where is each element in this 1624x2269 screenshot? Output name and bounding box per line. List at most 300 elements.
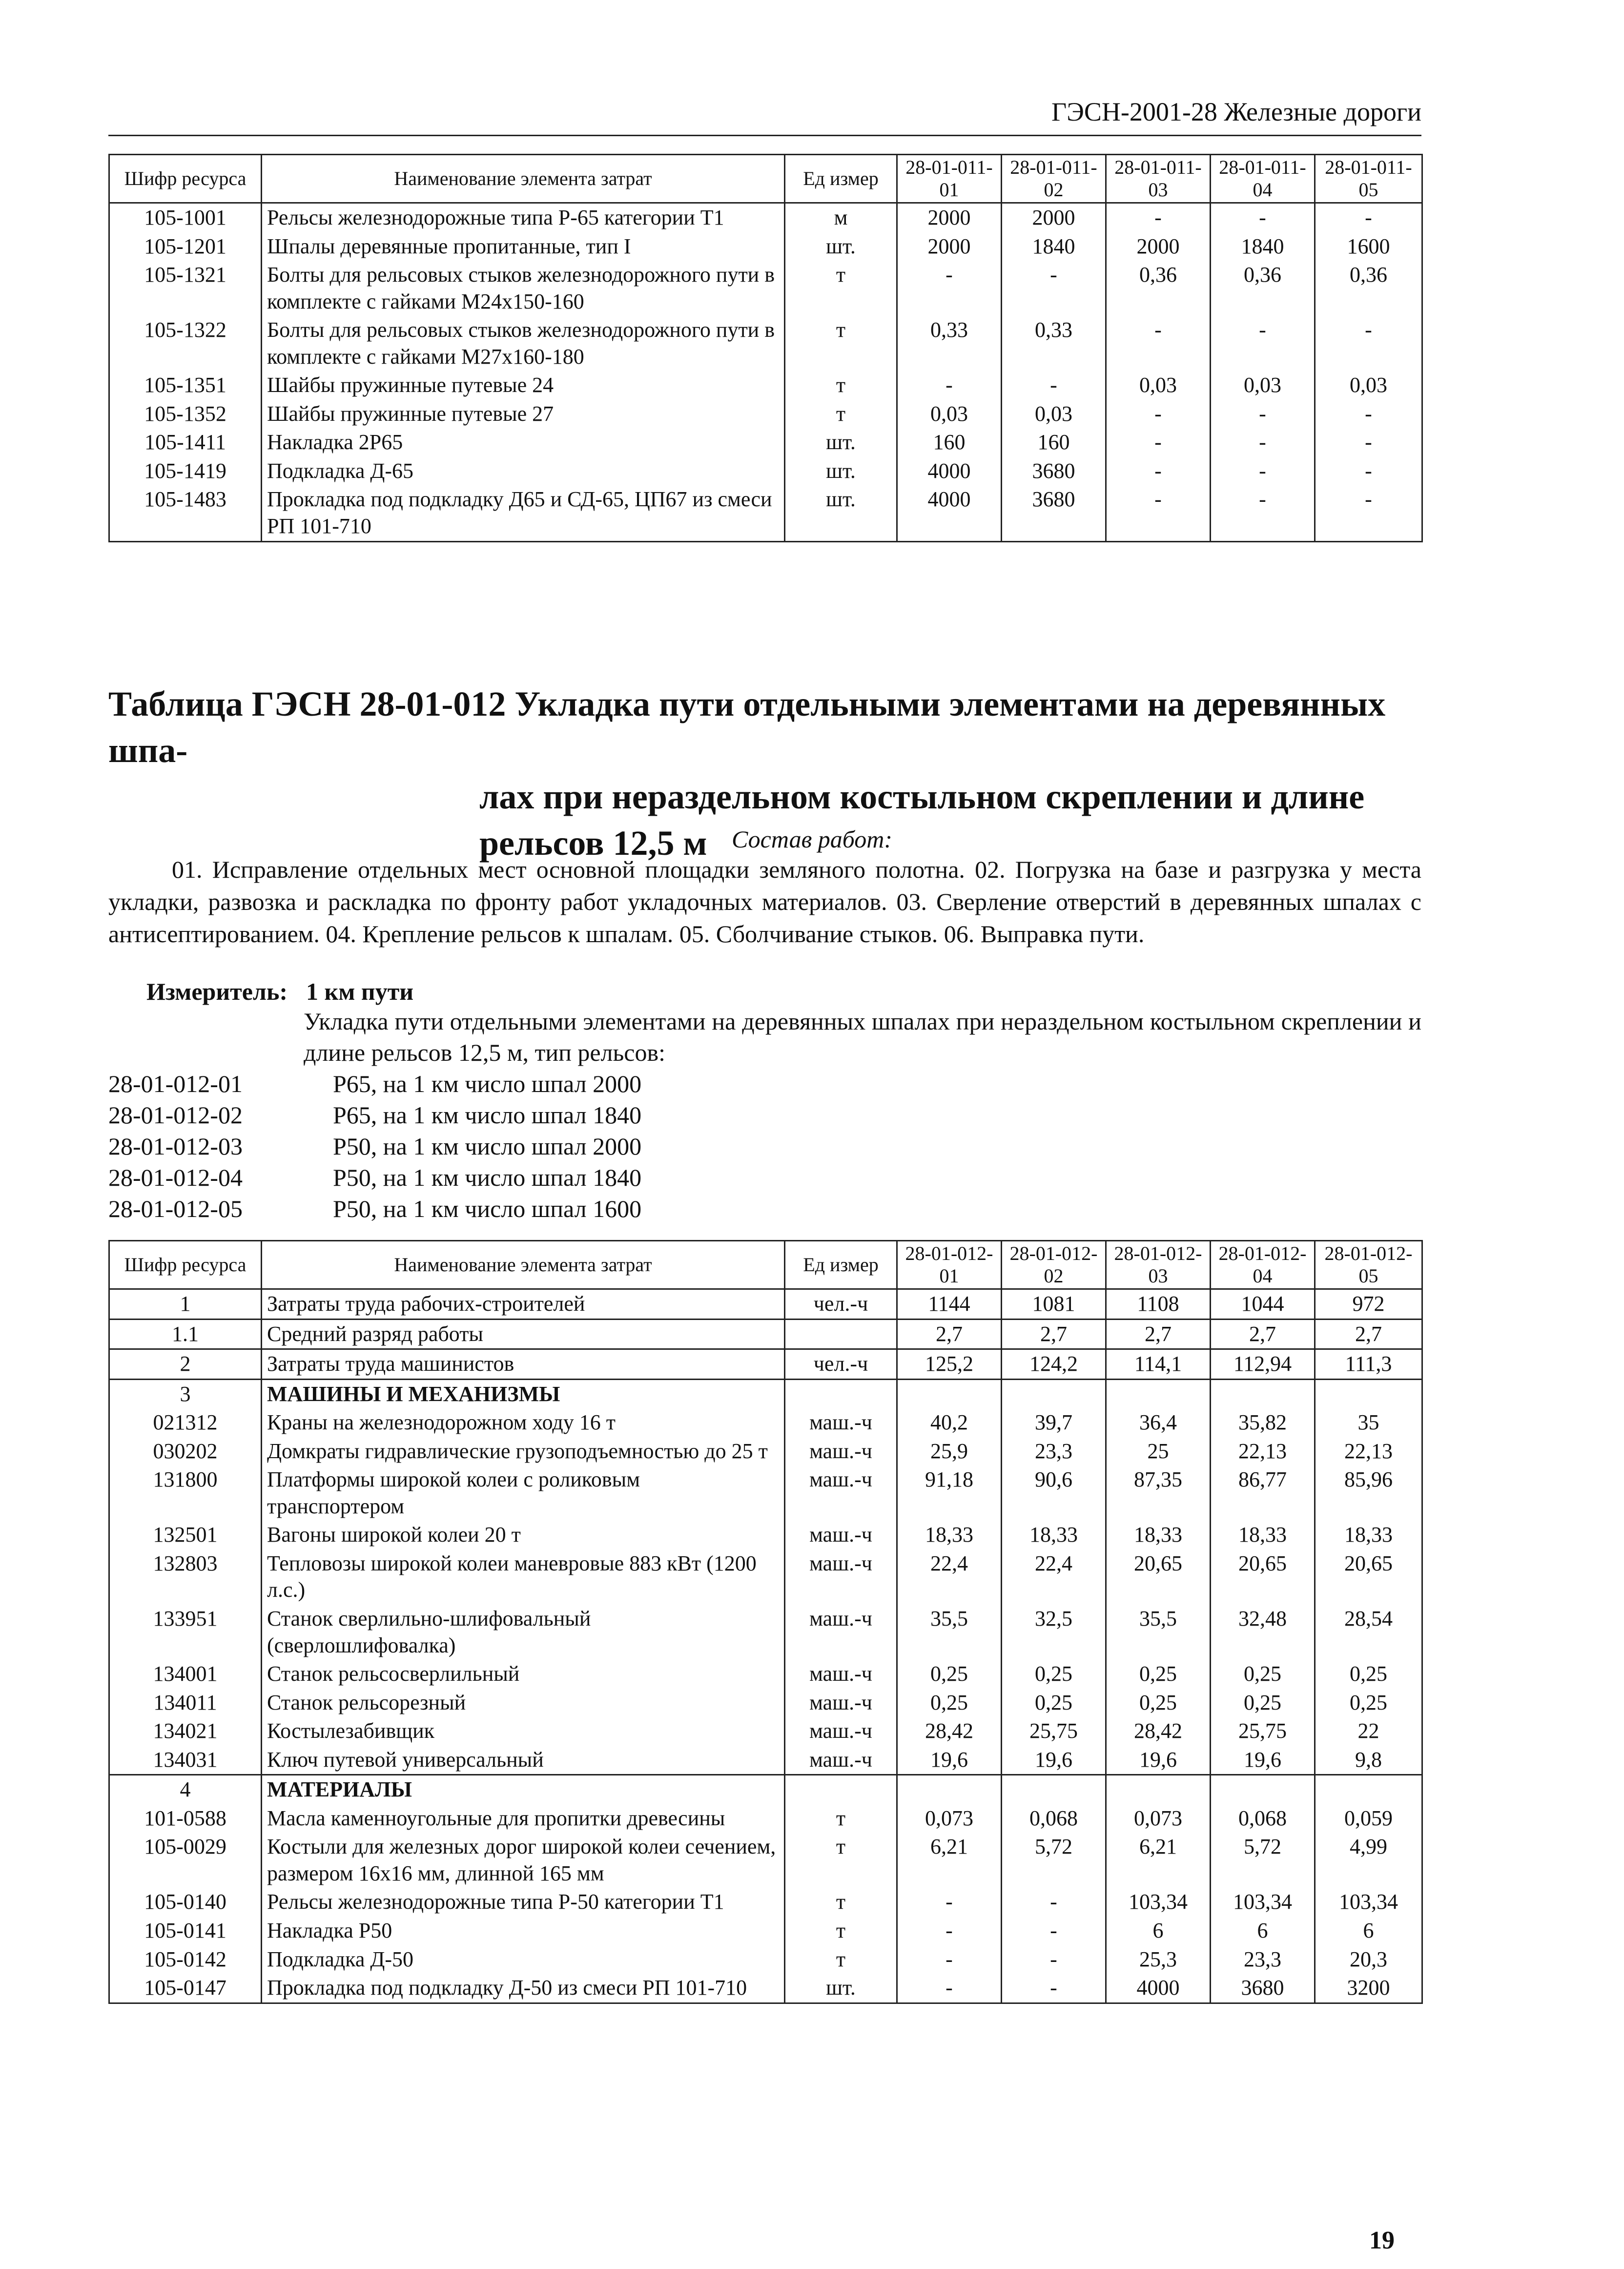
norm-value: 1840 xyxy=(1002,232,1106,261)
norm-value xyxy=(1002,1775,1106,1804)
norm-value: 19,6 xyxy=(1106,1746,1211,1775)
column-header: 28-01-011-02 xyxy=(1002,155,1106,203)
unit xyxy=(785,1319,897,1349)
meter-label: Измеритель: xyxy=(146,978,288,1005)
column-header: 28-01-012-04 xyxy=(1211,1241,1315,1289)
table-row xyxy=(109,1408,1422,1437)
table-row xyxy=(109,1888,1422,1917)
norm-value: - xyxy=(1106,485,1211,541)
norm-value: 22,13 xyxy=(1315,1437,1422,1466)
norm-value: - xyxy=(897,1917,1002,1945)
norm-value: 19,6 xyxy=(1002,1746,1106,1775)
norm-value: - xyxy=(1106,400,1211,429)
table-row xyxy=(109,203,1422,232)
table-row xyxy=(109,1746,1422,1775)
unit: т xyxy=(785,400,897,429)
section-title-line1: Таблица ГЭСН 28-01-012 Укладка пути отдельными элементами на деревянных шпа- xyxy=(108,684,1386,770)
norm-value: 6,21 xyxy=(1106,1833,1211,1888)
resource-name: Болты для рельсовых стыков железнодорожного пути в комплекте с гайками М24х150-160 xyxy=(262,261,785,316)
resource-name: Накладка Р50 xyxy=(262,1917,785,1945)
norm-value: 972 xyxy=(1315,1289,1422,1320)
resource-code: 105-1483 xyxy=(109,485,262,541)
norm-value: 2,7 xyxy=(1211,1319,1315,1349)
table-row xyxy=(109,371,1422,400)
norm-value xyxy=(1106,1775,1211,1804)
unit: шт. xyxy=(785,428,897,457)
table-row xyxy=(109,232,1422,261)
table-row xyxy=(109,1549,1422,1605)
resource-code: 105-0147 xyxy=(109,1974,262,2003)
norm-value: 19,6 xyxy=(1211,1746,1315,1775)
column-header: 28-01-011-05 xyxy=(1315,155,1422,203)
norm-value: 0,068 xyxy=(1211,1804,1315,1833)
unit xyxy=(785,1775,897,1804)
unit: шт. xyxy=(785,457,897,486)
norm-value: 3680 xyxy=(1002,457,1106,486)
norm-value: 0,25 xyxy=(1106,1689,1211,1717)
running-header xyxy=(108,96,1421,136)
norm-value: 0,36 xyxy=(1315,261,1422,316)
resource-code: 105-1351 xyxy=(109,371,262,400)
norm-value: 5,72 xyxy=(1002,1833,1106,1888)
norm-value: 0,03 xyxy=(1211,371,1315,400)
unit: маш.-ч xyxy=(785,1408,897,1437)
table-row xyxy=(109,1605,1422,1660)
table-header-row xyxy=(109,155,1422,203)
norm-value: 112,94 xyxy=(1211,1349,1315,1380)
resource-code: 133951 xyxy=(109,1605,262,1660)
norm-value: - xyxy=(1211,485,1315,541)
norm-value: 20,65 xyxy=(1211,1549,1315,1605)
resource-code: 134031 xyxy=(109,1746,262,1775)
norm-value: 22,13 xyxy=(1211,1437,1315,1466)
unit: т xyxy=(785,1833,897,1888)
norm-value: 20,3 xyxy=(1315,1945,1422,1974)
unit: т xyxy=(785,316,897,371)
unit: чел.-ч xyxy=(785,1349,897,1380)
norm-value: 22 xyxy=(1315,1717,1422,1746)
table-row xyxy=(109,1349,1422,1380)
unit: т xyxy=(785,261,897,316)
norm-value: 35,5 xyxy=(1106,1605,1211,1660)
norm-value: 4000 xyxy=(897,457,1002,486)
norm-value: - xyxy=(1315,485,1422,541)
running-header-title: ГЭСН-2001-28 Железные дороги xyxy=(1051,97,1421,126)
resource-name: Тепловозы широкой колеи маневровые 883 кВт (1200 л.с.) xyxy=(262,1549,785,1605)
page-number: 19 xyxy=(1369,2227,1395,2254)
resource-code: 105-0029 xyxy=(109,1833,262,1888)
unit: маш.-ч xyxy=(785,1717,897,1746)
resource-name: Масла каменноугольные для пропитки древесины xyxy=(262,1804,785,1833)
resource-code: 134021 xyxy=(109,1717,262,1746)
norm-value: 32,48 xyxy=(1211,1605,1315,1660)
norm-value: 25,3 xyxy=(1106,1945,1211,1974)
norm-code-item xyxy=(108,1193,641,1224)
norm-value: 0,25 xyxy=(1002,1689,1106,1717)
norm-value: 2,7 xyxy=(1002,1319,1106,1349)
meter-line xyxy=(146,977,413,1006)
norm-value: 0,25 xyxy=(1002,1660,1106,1689)
norm-value: 1144 xyxy=(897,1289,1002,1320)
resource-name: Станок рельсорезный xyxy=(262,1689,785,1717)
table-row xyxy=(109,1945,1422,1974)
norm-value: 2000 xyxy=(1106,232,1211,261)
resource-code: 105-1201 xyxy=(109,232,262,261)
norm-value: 1044 xyxy=(1211,1289,1315,1320)
norm-value: - xyxy=(1315,428,1422,457)
norm-value xyxy=(1211,1379,1315,1408)
table-row xyxy=(109,1660,1422,1689)
norm-value: - xyxy=(1106,203,1211,232)
norm-value: - xyxy=(1211,316,1315,371)
table-row xyxy=(109,1974,1422,2003)
norm-value: - xyxy=(1002,261,1106,316)
unit: маш.-ч xyxy=(785,1746,897,1775)
norms-intro: Укладка пути отдельными элементами на деревянных шпалах при нераздельном костыльном скреплении и длине рельсов 12,5 м, тип рельсов: xyxy=(304,1008,1421,1066)
norm-code-item xyxy=(108,1099,641,1131)
resources-table-011 xyxy=(108,154,1423,542)
resource-code: 105-0140 xyxy=(109,1888,262,1917)
resource-code: 3 xyxy=(109,1379,262,1408)
resource-name: МАШИНЫ И МЕХАНИЗМЫ xyxy=(262,1379,785,1408)
norm-value: - xyxy=(897,261,1002,316)
unit: м xyxy=(785,203,897,232)
norm-value: 0,33 xyxy=(1002,316,1106,371)
table-row xyxy=(109,1379,1422,1408)
resource-code: 105-1411 xyxy=(109,428,262,457)
norm-value: 1840 xyxy=(1211,232,1315,261)
norm-code-description: Р65, на 1 км число шпал 1840 xyxy=(333,1101,642,1129)
table-row xyxy=(109,1289,1422,1320)
norm-value: 2,7 xyxy=(1106,1319,1211,1349)
resource-name: Накладка 2Р65 xyxy=(262,428,785,457)
table-row xyxy=(109,1775,1422,1804)
norm-value: 32,5 xyxy=(1002,1605,1106,1660)
norm-code-item xyxy=(108,1131,641,1162)
resource-name: Болты для рельсовых стыков железнодорожного пути в комплекте с гайками М27х160-180 xyxy=(262,316,785,371)
table-row xyxy=(109,1521,1422,1549)
norm-value: 18,33 xyxy=(1315,1521,1422,1549)
norm-value: 19,6 xyxy=(897,1746,1002,1775)
norm-code-description: Р50, на 1 км число шпал 2000 xyxy=(333,1133,642,1160)
resource-name: Шайбы пружинные путевые 24 xyxy=(262,371,785,400)
norm-value: 0,03 xyxy=(1002,400,1106,429)
norm-value: 0,059 xyxy=(1315,1804,1422,1833)
table-row xyxy=(109,400,1422,429)
column-header: Ед измер xyxy=(785,155,897,203)
norm-value: 2000 xyxy=(897,232,1002,261)
unit: шт. xyxy=(785,485,897,541)
resource-code: 1.1 xyxy=(109,1319,262,1349)
norm-value: 3680 xyxy=(1002,485,1106,541)
unit: чел.-ч xyxy=(785,1289,897,1320)
norm-value xyxy=(1315,1775,1422,1804)
unit: т xyxy=(785,371,897,400)
norm-value: - xyxy=(1002,1945,1106,1974)
norm-value xyxy=(1315,1379,1422,1408)
resources-table-012 xyxy=(108,1240,1423,2004)
unit: шт. xyxy=(785,232,897,261)
norm-value: - xyxy=(897,1974,1002,2003)
table-row xyxy=(109,1437,1422,1466)
norm-code-description: Р50, на 1 км число шпал 1840 xyxy=(333,1164,642,1191)
norm-value: 124,2 xyxy=(1002,1349,1106,1380)
resource-name: Шпалы деревянные пропитанные, тип I xyxy=(262,232,785,261)
resource-code: 105-1001 xyxy=(109,203,262,232)
resource-name: Подкладка Д-65 xyxy=(262,457,785,486)
norm-value: 1108 xyxy=(1106,1289,1211,1320)
resource-name: Затраты труда машинистов xyxy=(262,1349,785,1380)
column-header: 28-01-011-01 xyxy=(897,155,1002,203)
works-description: 01. Исправление отдельных мест основной площадки земляного полотна. 02. Погрузка на базе и разгрузка у места укладки, развозка и раскладка по фронту работ укладочных материалов. 03. Сверление отверстий в деревянных шпалах с антисептированием. 04. Крепление рельсов к шпалам. 05. Сболчивание стыков. 06. Выправка пути. xyxy=(108,856,1421,948)
resource-code: 131800 xyxy=(109,1465,262,1521)
norm-value: - xyxy=(1106,316,1211,371)
norm-value: - xyxy=(1002,371,1106,400)
column-header: Шифр ресурса xyxy=(109,155,262,203)
norm-value: - xyxy=(1315,203,1422,232)
table-row xyxy=(109,1804,1422,1833)
unit: т xyxy=(785,1804,897,1833)
column-header: 28-01-011-03 xyxy=(1106,155,1211,203)
norm-value xyxy=(1106,1379,1211,1408)
norm-value: 0,36 xyxy=(1211,261,1315,316)
norm-value: 18,33 xyxy=(1106,1521,1211,1549)
resource-name: Костыли для железных дорог широкой колеи сечением, размером 16х16 мм, длинной 165 мм xyxy=(262,1833,785,1888)
resource-name: Прокладка под подкладку Д65 и СД-65, ЦП67 из смеси РП 101-710 xyxy=(262,485,785,541)
resource-name: МАТЕРИАЛЫ xyxy=(262,1775,785,1804)
resource-name: Платформы широкой колеи с роликовым транспортером xyxy=(262,1465,785,1521)
norm-value: 103,34 xyxy=(1211,1888,1315,1917)
norm-value: 5,72 xyxy=(1211,1833,1315,1888)
resource-code: 2 xyxy=(109,1349,262,1380)
norm-value: 20,65 xyxy=(1315,1549,1422,1605)
resource-name: Костылезабивщик xyxy=(262,1717,785,1746)
table-row xyxy=(109,485,1422,541)
norm-value: 0,073 xyxy=(1106,1804,1211,1833)
table-row xyxy=(109,261,1422,316)
table-row xyxy=(109,1689,1422,1717)
table-header-row xyxy=(109,1241,1422,1289)
resource-code: 105-1419 xyxy=(109,457,262,486)
resource-code: 105-1321 xyxy=(109,261,262,316)
norm-value: 28,54 xyxy=(1315,1605,1422,1660)
norm-value: 125,2 xyxy=(897,1349,1002,1380)
resource-name: Шайбы пружинные путевые 27 xyxy=(262,400,785,429)
norm-value: 103,34 xyxy=(1315,1888,1422,1917)
norm-value: 4000 xyxy=(897,485,1002,541)
norm-value: 23,3 xyxy=(1002,1437,1106,1466)
norm-value: - xyxy=(1211,203,1315,232)
resource-name: Средний разряд работы xyxy=(262,1319,785,1349)
resource-code: 105-1352 xyxy=(109,400,262,429)
norm-value xyxy=(897,1379,1002,1408)
table-row xyxy=(109,1465,1422,1521)
resource-code: 134001 xyxy=(109,1660,262,1689)
resource-name: Ключ путевой универсальный xyxy=(262,1746,785,1775)
norm-code: 28-01-012-04 xyxy=(108,1164,243,1191)
resource-code: 1 xyxy=(109,1289,262,1320)
norm-value: 2,7 xyxy=(1315,1319,1422,1349)
table-row xyxy=(109,316,1422,371)
column-header: Наименование элемента затрат xyxy=(262,1241,785,1289)
norm-value: - xyxy=(1106,428,1211,457)
norm-value: 18,33 xyxy=(897,1521,1002,1549)
norm-value: 103,34 xyxy=(1106,1888,1211,1917)
norm-value: 0,25 xyxy=(1106,1660,1211,1689)
norm-value: 0,25 xyxy=(1315,1689,1422,1717)
unit: маш.-ч xyxy=(785,1521,897,1549)
norm-value: 87,35 xyxy=(1106,1465,1211,1521)
column-header: Ед измер xyxy=(785,1241,897,1289)
norm-code-description: Р50, на 1 км число шпал 1600 xyxy=(333,1195,642,1222)
norm-value: 3680 xyxy=(1211,1974,1315,2003)
unit: маш.-ч xyxy=(785,1549,897,1605)
norm-value: 35,82 xyxy=(1211,1408,1315,1437)
resource-name: Прокладка под подкладку Д-50 из смеси РП 101-710 xyxy=(262,1974,785,2003)
norm-value: 0,25 xyxy=(1211,1689,1315,1717)
unit xyxy=(785,1379,897,1408)
norm-value: - xyxy=(1211,457,1315,486)
table-row xyxy=(109,1917,1422,1945)
unit: т xyxy=(785,1888,897,1917)
norm-value: 3200 xyxy=(1315,1974,1422,2003)
unit: маш.-ч xyxy=(785,1465,897,1521)
norm-code: 28-01-012-03 xyxy=(108,1133,243,1160)
norm-value: - xyxy=(897,371,1002,400)
column-header: 28-01-012-03 xyxy=(1106,1241,1211,1289)
norm-value: - xyxy=(1002,1888,1106,1917)
norm-value: 0,25 xyxy=(897,1689,1002,1717)
norm-value: 6 xyxy=(1106,1917,1211,1945)
resource-code: 105-0142 xyxy=(109,1945,262,1974)
unit: маш.-ч xyxy=(785,1689,897,1717)
norm-code: 28-01-012-01 xyxy=(108,1070,243,1097)
norm-value: 0,33 xyxy=(897,316,1002,371)
unit: шт. xyxy=(785,1974,897,2003)
norm-value: 4,99 xyxy=(1315,1833,1422,1888)
norm-value: 0,25 xyxy=(1315,1660,1422,1689)
resource-code: 105-0141 xyxy=(109,1917,262,1945)
norm-value: - xyxy=(1002,1917,1106,1945)
resource-name: Станок сверлильно-шлифовальный (сверлошлифовалка) xyxy=(262,1605,785,1660)
norm-value: 1081 xyxy=(1002,1289,1106,1320)
resource-name: Краны на железнодорожном ходу 16 т xyxy=(262,1408,785,1437)
unit: т xyxy=(785,1917,897,1945)
norm-code: 28-01-012-05 xyxy=(108,1195,243,1222)
column-header: Наименование элемента затрат xyxy=(262,155,785,203)
norm-value: - xyxy=(897,1888,1002,1917)
norm-value: 86,77 xyxy=(1211,1465,1315,1521)
norm-value xyxy=(1211,1775,1315,1804)
resource-name: Подкладка Д-50 xyxy=(262,1945,785,1974)
norm-value: 25,9 xyxy=(897,1437,1002,1466)
norm-value: 4000 xyxy=(1106,1974,1211,2003)
unit: т xyxy=(785,1945,897,1974)
unit: маш.-ч xyxy=(785,1605,897,1660)
norm-code: 28-01-012-02 xyxy=(108,1101,243,1129)
norm-value: 0,03 xyxy=(1106,371,1211,400)
composition-label: Состав работ: xyxy=(731,825,893,853)
norm-value: 35,5 xyxy=(897,1605,1002,1660)
norm-value: - xyxy=(1315,316,1422,371)
norm-value: 0,03 xyxy=(897,400,1002,429)
norm-value: 91,18 xyxy=(897,1465,1002,1521)
norm-value: - xyxy=(1211,428,1315,457)
norm-value: 40,2 xyxy=(897,1408,1002,1437)
norm-value: 2000 xyxy=(1002,203,1106,232)
column-header: 28-01-012-01 xyxy=(897,1241,1002,1289)
column-header: 28-01-012-02 xyxy=(1002,1241,1106,1289)
norm-value: 1600 xyxy=(1315,232,1422,261)
norm-value: 36,4 xyxy=(1106,1408,1211,1437)
norm-value: 25 xyxy=(1106,1437,1211,1466)
norm-value: 6 xyxy=(1315,1917,1422,1945)
norm-value: 0,36 xyxy=(1106,261,1211,316)
norm-value: 6 xyxy=(1211,1917,1315,1945)
resource-name: Станок рельсосверлильный xyxy=(262,1660,785,1689)
table-row xyxy=(109,1833,1422,1888)
norm-value: - xyxy=(1002,1974,1106,2003)
norm-value xyxy=(1002,1379,1106,1408)
meter-value: 1 км пути xyxy=(306,978,414,1005)
norm-codes-list xyxy=(108,1068,641,1224)
norm-value: 22,4 xyxy=(1002,1549,1106,1605)
norm-value: 23,3 xyxy=(1211,1945,1315,1974)
norm-value: - xyxy=(1315,457,1422,486)
table-row xyxy=(109,457,1422,486)
resource-name: Рельсы железнодорожные типа Р-65 категории Т1 xyxy=(262,203,785,232)
norm-value: 111,3 xyxy=(1315,1349,1422,1380)
norm-value: 160 xyxy=(897,428,1002,457)
resource-name: Вагоны широкой колеи 20 т xyxy=(262,1521,785,1549)
section-title-rest: лах при нераздельном костыльном скреплении и длине рельсов 12,5 м xyxy=(479,777,1365,863)
norm-value: 160 xyxy=(1002,428,1106,457)
norm-value: - xyxy=(1211,400,1315,429)
resource-name: Затраты труда рабочих-строителей xyxy=(262,1289,785,1320)
norm-value: 85,96 xyxy=(1315,1465,1422,1521)
norm-value xyxy=(897,1775,1002,1804)
resource-code: 030202 xyxy=(109,1437,262,1466)
norm-value: 25,75 xyxy=(1211,1717,1315,1746)
resource-code: 021312 xyxy=(109,1408,262,1437)
norm-value: 9,8 xyxy=(1315,1746,1422,1775)
column-header: Шифр ресурса xyxy=(109,1241,262,1289)
norm-value: 0,25 xyxy=(897,1660,1002,1689)
norm-value: - xyxy=(1315,400,1422,429)
norm-value: 28,42 xyxy=(1106,1717,1211,1746)
resource-code: 132501 xyxy=(109,1521,262,1549)
resource-code: 4 xyxy=(109,1775,262,1804)
resource-code: 101-0588 xyxy=(109,1804,262,1833)
resource-code: 105-1322 xyxy=(109,316,262,371)
norm-value: 22,4 xyxy=(897,1549,1002,1605)
norm-value: 114,1 xyxy=(1106,1349,1211,1380)
table-row xyxy=(109,428,1422,457)
norm-code-item xyxy=(108,1068,641,1099)
norm-value: 35 xyxy=(1315,1408,1422,1437)
table-row xyxy=(109,1319,1422,1349)
norm-value: - xyxy=(1106,457,1211,486)
norm-value: 0,068 xyxy=(1002,1804,1106,1833)
norm-value: - xyxy=(897,1945,1002,1974)
unit: маш.-ч xyxy=(785,1660,897,1689)
norm-value: 0,073 xyxy=(897,1804,1002,1833)
unit: маш.-ч xyxy=(785,1437,897,1466)
column-header: 28-01-011-04 xyxy=(1211,155,1315,203)
resource-name: Домкраты гидравлические грузоподъемностью до 25 т xyxy=(262,1437,785,1466)
norm-value: 6,21 xyxy=(897,1833,1002,1888)
norm-value: 0,03 xyxy=(1315,371,1422,400)
